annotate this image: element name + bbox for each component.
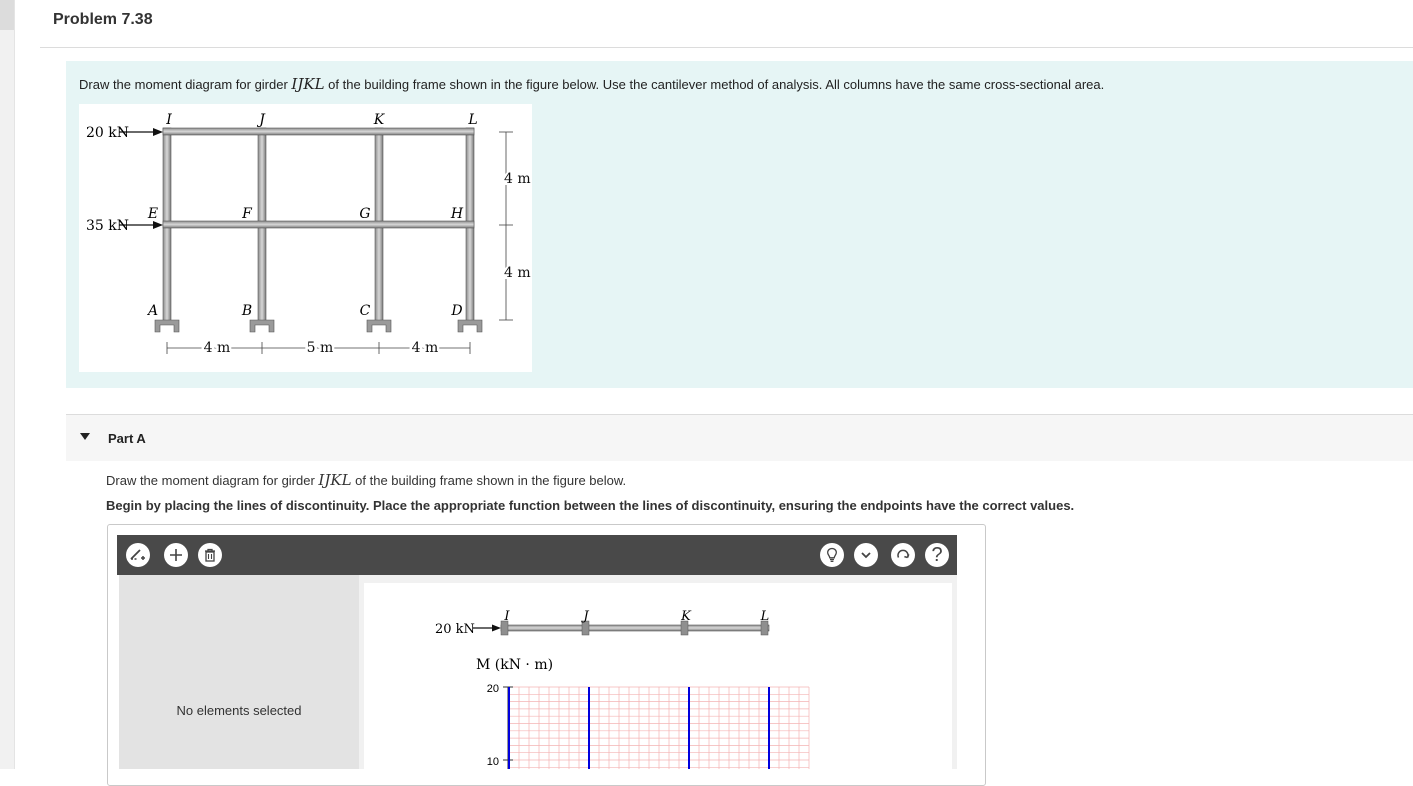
span-label-1: 4 m xyxy=(203,340,231,356)
support-label-D: D xyxy=(451,303,463,319)
joint-label-L: L xyxy=(468,112,478,128)
moment-diagram-canvas[interactable] xyxy=(364,583,952,769)
load-arrowhead-mid xyxy=(153,221,163,229)
left-scroll-strip xyxy=(0,0,15,769)
statement-text-after: of the building frame shown in the figure below. Use the cantilever method of analysis. All columns have the same cross-sectional area. xyxy=(324,77,1105,92)
moment-grid xyxy=(509,687,809,769)
girder-label-K: K xyxy=(681,609,691,624)
height-label-bottom: 4 m xyxy=(504,265,531,281)
chevron-down-icon xyxy=(859,548,873,562)
support-label-B: B xyxy=(241,303,253,319)
span-label-2: 5 m xyxy=(306,340,334,356)
frame-diagram xyxy=(79,104,532,372)
problem-statement xyxy=(79,75,1104,93)
joint-label-J: J xyxy=(259,112,265,128)
load-arrowhead-top xyxy=(153,128,163,136)
support-label-C: C xyxy=(359,303,371,319)
collapse-triangle-icon[interactable] xyxy=(80,433,90,440)
joint-label-E: E xyxy=(147,206,159,222)
y-tick-label-10: 10 xyxy=(486,756,499,768)
girder-label-I: I xyxy=(504,609,510,624)
joint-label-H: H xyxy=(450,206,464,222)
help-icon: ? xyxy=(931,544,943,566)
title-divider xyxy=(40,47,1413,48)
help-button[interactable] xyxy=(925,543,949,567)
instruction-text-after: of the building frame shown in the figure below. xyxy=(351,473,627,488)
instruction-girder-name: IJKL xyxy=(318,471,352,489)
no-selection-message: No elements selected xyxy=(176,703,302,718)
girder-label-L: L xyxy=(760,609,770,624)
joint-label-K: K xyxy=(373,112,385,128)
problem-intro-panel xyxy=(66,61,1413,388)
girder-load-arrowhead xyxy=(492,625,501,632)
add-discontinuity-button[interactable] xyxy=(126,543,150,567)
load-label-mid: 35 kN xyxy=(86,218,129,234)
add-element-button[interactable] xyxy=(164,543,188,567)
moment-axis-label: M (kN · m) xyxy=(476,657,554,673)
part-a-guidance: Begin by placing the lines of discontinuity. Place the appropriate function between the lines of discontinuity, ensuring the endpoints have the correct values. xyxy=(106,498,1075,513)
girder-sketch xyxy=(501,625,769,631)
girder-name: IJKL xyxy=(291,75,325,93)
support-label-A: A xyxy=(147,303,159,319)
lightbulb-icon xyxy=(824,547,840,563)
support-D xyxy=(458,320,482,332)
height-label-top: 4 m xyxy=(504,171,531,187)
delete-button[interactable] xyxy=(198,543,222,567)
support-C xyxy=(367,320,391,332)
joint-label-F: F xyxy=(242,206,252,222)
girder-label-J: J xyxy=(583,609,589,624)
trash-icon xyxy=(202,547,218,563)
element-properties-panel xyxy=(119,575,359,769)
load-label-top: 20 kN xyxy=(86,125,129,141)
part-a-label[interactable]: Part A xyxy=(108,431,146,446)
span-label-3: 4 m xyxy=(411,340,439,356)
instruction-text-before: Draw the moment diagram for girder xyxy=(106,473,319,488)
girder-IJKL xyxy=(163,128,474,135)
plus-icon xyxy=(168,547,184,563)
part-a-instruction xyxy=(106,471,626,489)
girder-load-label: 20 kN xyxy=(435,622,475,637)
discontinuity-icon xyxy=(130,547,146,563)
reset-icon xyxy=(895,547,911,563)
joint-label-G: G xyxy=(359,206,371,222)
frame-figure xyxy=(79,104,532,372)
moment-diagram-svg[interactable] xyxy=(364,583,952,769)
girder-EFGH xyxy=(163,221,474,228)
part-a-header[interactable] xyxy=(66,415,1413,461)
support-A xyxy=(155,320,179,332)
page-title: Problem 7.38 xyxy=(53,11,153,28)
hint-button[interactable] xyxy=(820,543,844,567)
y-tick-label-20: 20 xyxy=(486,683,499,695)
support-B xyxy=(250,320,274,332)
drawing-toolbar xyxy=(117,535,957,575)
options-dropdown-button[interactable] xyxy=(854,543,878,567)
reset-button[interactable] xyxy=(891,543,915,567)
statement-text-before: Draw the moment diagram for girder xyxy=(79,77,292,92)
left-strip-tab xyxy=(0,0,14,30)
joint-label-I: I xyxy=(166,112,172,128)
